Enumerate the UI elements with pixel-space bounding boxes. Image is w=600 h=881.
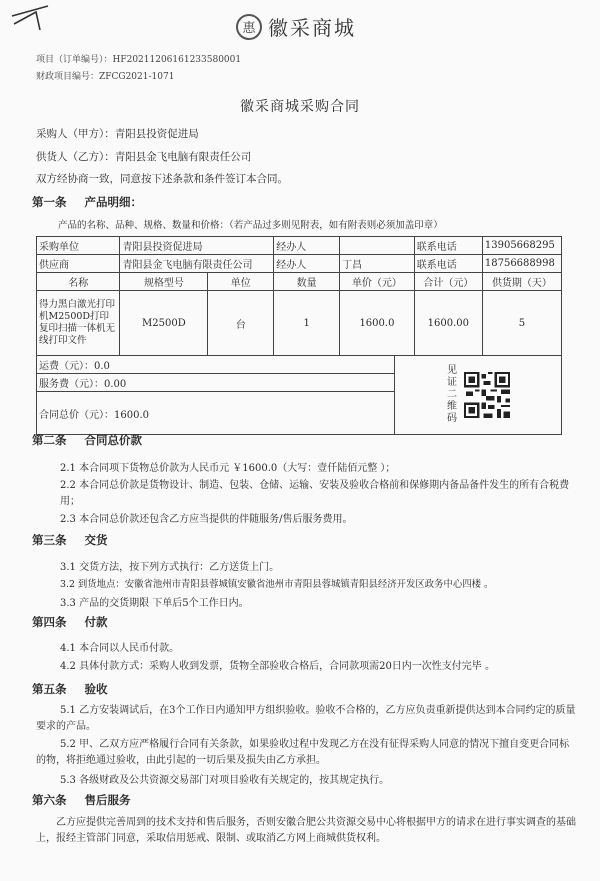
- section-2-heading: [32, 432, 142, 448]
- buyer-unit-label: 采购单位: [37, 237, 120, 255]
- buyer-handler-value: [340, 237, 415, 255]
- product-total: 1600.00: [414, 291, 482, 356]
- clause-4-1: 4.1 本合同以人民币付款。: [60, 643, 180, 654]
- product-delivery-days: 5: [482, 291, 561, 356]
- buyer-handler-label: 经办人: [274, 237, 340, 255]
- buyer-phone-value: 13905668295: [482, 237, 561, 255]
- supplier-phone-value: 18756688998: [482, 255, 561, 273]
- col-name: 名称: [37, 273, 120, 291]
- handwritten-mark: [10, 4, 60, 34]
- supplier-phone-label: 联系电话: [414, 255, 482, 273]
- product-qty: 1: [274, 291, 340, 356]
- section-5-title: 验收: [84, 682, 108, 696]
- finance-number: 财政项目编号：ZFCG2021-1071: [36, 72, 175, 82]
- clause-2-1: 2.1 本合同项下货物总价款为人民币元 ￥1600.0（大写：壹仟陆佰元整 ）；: [60, 463, 396, 474]
- freight-cost: 运费（元）：0.0: [37, 356, 395, 374]
- section-4-title: 付款: [84, 615, 108, 629]
- clause-3-2: 3.2 到货地点：安徽省池州市青阳县蓉城镇安徽省池州市青阳县蓉城镇青阳县经济开发区政务中心四楼 。: [60, 579, 494, 590]
- product-model: M2500D: [120, 291, 208, 356]
- supplier-value: 青阳县金飞电脑有限责任公司: [120, 255, 274, 273]
- product-note: 产品的名称、品种、规格、数量和价格：（若产品过多则见附表，如有附表则必须加盖印章）: [58, 220, 443, 231]
- contract-total: 合同总价（元）：1600.0: [37, 392, 395, 435]
- col-qty: 数量: [274, 273, 340, 291]
- section-5-number: 第五条: [32, 682, 67, 696]
- clause-2-3: 2.3 本合同总价款还包含乙方应当提供的伴随服务/售后服务费用。: [60, 514, 353, 525]
- product-price: 1600.0: [340, 291, 415, 356]
- table-row: [37, 237, 562, 255]
- clause-5-2: 5.2 甲、乙双方应严格履行合同有关条款，如果验收过程中发现乙方在没有征得采购人同意的情况下擅自变更合同标的物，将拒绝通过验收，由此引起的一切后果及损失由乙方承担。: [36, 739, 570, 766]
- product-unit: 台: [208, 291, 274, 356]
- table-header-row: [37, 273, 562, 291]
- section-2-title: 合同总价款: [84, 433, 142, 447]
- section-3-title: 交货: [84, 533, 108, 547]
- order-number: 项目（订单编号）：HF20211206161233580001: [36, 55, 242, 65]
- section-1-heading: [32, 194, 142, 210]
- agreement-intro: 双方经协商一致，同意按下述条款和条件签订本合同。: [36, 173, 288, 185]
- qr-label: 见证二维码: [447, 365, 457, 424]
- section-2-number: 第二条: [32, 433, 67, 447]
- qr-container: [397, 365, 559, 425]
- col-total: 合计（元）: [414, 273, 482, 291]
- buyer-unit-value: 青阳县投资促进局: [120, 237, 274, 255]
- product-table: [36, 236, 562, 435]
- clause-6-text: 乙方应提供完善周到的技术支持和售后服务，否则安徽合肥公共资源交易中心将根据甲方的请求在进行事实调查的基础上，报经主管部门同意，采取信用惩戒、限制、或取消乙方网上商城供货权利。: [36, 817, 576, 844]
- table-row: [37, 356, 562, 374]
- brand-mark-icon: 惠: [236, 14, 262, 40]
- clause-5-3: 5.3 各级财政及公共资源交易部门对项目验收有关规定的，按其规定执行。: [60, 775, 390, 786]
- table-row: [37, 255, 562, 273]
- supplier-label: 供应商: [37, 255, 120, 273]
- col-unit: 单位: [208, 273, 274, 291]
- section-6-heading: [32, 792, 131, 808]
- col-price: 单价（元）: [340, 273, 415, 291]
- document-title: 徽采商城采购合同: [240, 99, 360, 115]
- clause-4-2: 4.2 具体付款方式：采购人收到发票，货物全部验收合格后，合同款项需20日内一次性支付完毕 。: [60, 661, 495, 672]
- service-fee: 服务费（元）：0.00: [37, 374, 395, 392]
- brand-name: 徽采商城: [268, 16, 356, 40]
- table-row: [37, 291, 562, 356]
- section-6-number: 第六条: [32, 793, 67, 807]
- clause-3-3: 3.3 产品的交货期限 下单后5个工作日内。: [60, 598, 249, 609]
- col-delivery: 供货期（天）: [482, 273, 561, 291]
- section-5-heading: [32, 681, 108, 697]
- supplier-handler-label: 经办人: [274, 255, 340, 273]
- section-3-heading: [32, 532, 108, 548]
- section-1-number: 第一条: [32, 195, 67, 209]
- seller-party: 供货人（乙方）：青阳县金飞电脑有限责任公司: [36, 151, 252, 163]
- section-1-title: 产品明细：: [84, 195, 142, 209]
- brand-logo: [236, 12, 356, 41]
- section-3-number: 第三条: [32, 533, 67, 547]
- col-model: 规格型号: [120, 273, 208, 291]
- supplier-handler-value: 丁昌: [340, 255, 415, 273]
- clause-2-2: 2.2 本合同总价款是货物设计、制造、包装、仓储、运输、安装及验收合格前和保修期内备品备件发生的所有合税费用；: [60, 480, 570, 507]
- product-name: 得力黑白激光打印机M2500D打印复印扫描一体机无线打印文件: [37, 291, 120, 356]
- section-6-title: 售后服务: [84, 793, 131, 807]
- clause-3-1: 3.1 交货方法，按下列方式执行：乙方送货上门。: [60, 562, 280, 573]
- qr-cell: [395, 356, 562, 435]
- qr-code-icon: [464, 372, 510, 418]
- section-4-heading: [32, 614, 108, 630]
- clause-5-1: 5.1 乙方安装调试后，在3个工作日内通知甲方组织验收。验收不合格的，乙方应负责重新提供达到本合同约定的质量要求的产品。: [36, 705, 576, 732]
- section-4-number: 第四条: [32, 615, 67, 629]
- buyer-phone-label: 联系电话: [414, 237, 482, 255]
- buyer-party: 采购人（甲方）：青阳县投资促进局: [36, 128, 199, 140]
